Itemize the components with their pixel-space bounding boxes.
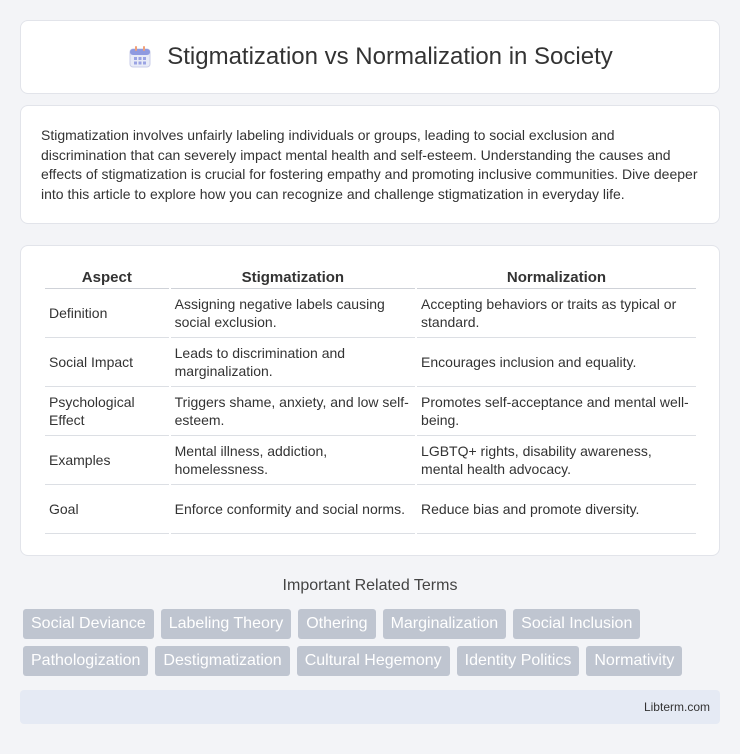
intro-card	[20, 105, 720, 224]
table-header-row	[45, 266, 696, 289]
tag-labeling-theory[interactable]: Labeling Theory	[161, 609, 291, 639]
related-terms-title: Important Related Terms	[282, 577, 458, 594]
comparison-table	[43, 266, 698, 534]
table-row	[45, 436, 696, 485]
tag-marginalization[interactable]: Marginalization	[383, 609, 507, 639]
cell-stigmatization: Enforce conformity and social norms.	[171, 485, 415, 534]
tag-row	[23, 609, 723, 639]
related-terms-tags	[23, 609, 723, 683]
cell-normalization: Promotes self-acceptance and mental well-being.	[417, 387, 696, 436]
footer-site-link[interactable]: Libterm.com	[643, 700, 710, 714]
cell-normalization: Accepting behaviors or traits as typical or standard.	[417, 289, 696, 338]
cell-stigmatization: Triggers shame, anxiety, and low self-esteem.	[171, 387, 415, 436]
cell-normalization: Encourages inclusion and equality.	[417, 338, 696, 387]
tag-row	[23, 646, 723, 676]
intro-text: Stigmatization involves unfairly labeling individuals or groups, leading to social exclusion and discrimination that can severely impact mental health and self-esteem. Understanding the causes and effects of stigmatization is crucial for fostering empathy and promoting inclusive communities. Dive deeper into this article to explore how you can recognize and challenge stigmatization in everyday life.	[41, 127, 698, 202]
tag-pathologization[interactable]: Pathologization	[23, 646, 148, 676]
tag-cultural-hegemony[interactable]: Cultural Hegemony	[297, 646, 450, 676]
cell-aspect: Goal	[45, 485, 169, 534]
cell-stigmatization: Leads to discrimination and marginalization.	[171, 338, 415, 387]
tag-normativity[interactable]: Normativity	[586, 646, 682, 676]
tag-social-inclusion[interactable]: Social Inclusion	[513, 609, 640, 639]
header-stigmatization: Stigmatization	[171, 266, 415, 289]
header-aspect: Aspect	[45, 266, 169, 289]
cell-aspect: Social Impact	[45, 338, 169, 387]
cell-normalization: LGBTQ+ rights, disability awareness, mental health advocacy.	[417, 436, 696, 485]
tag-othering[interactable]: Othering	[298, 609, 375, 639]
footer	[20, 690, 720, 724]
cell-stigmatization: Assigning negative labels causing social exclusion.	[171, 289, 415, 338]
tag-social-deviance[interactable]: Social Deviance	[23, 609, 154, 639]
cell-aspect: Psychological Effect	[45, 387, 169, 436]
cell-aspect: Definition	[45, 289, 169, 338]
tag-identity-politics[interactable]: Identity Politics	[457, 646, 580, 676]
cell-stigmatization: Mental illness, addiction, homelessness.	[171, 436, 415, 485]
cell-aspect: Examples	[45, 436, 169, 485]
table-row	[45, 485, 696, 534]
table-row	[45, 289, 696, 338]
title-card	[20, 20, 720, 94]
cell-normalization: Reduce bias and promote diversity.	[417, 485, 696, 534]
table-row	[45, 387, 696, 436]
header-normalization: Normalization	[417, 266, 696, 289]
page-title: Stigmatization vs Normalization in Society	[167, 43, 613, 70]
tag-destigmatization[interactable]: Destigmatization	[155, 646, 289, 676]
calendar-icon	[127, 44, 153, 70]
table-row	[45, 338, 696, 387]
comparison-table-card	[20, 245, 720, 556]
